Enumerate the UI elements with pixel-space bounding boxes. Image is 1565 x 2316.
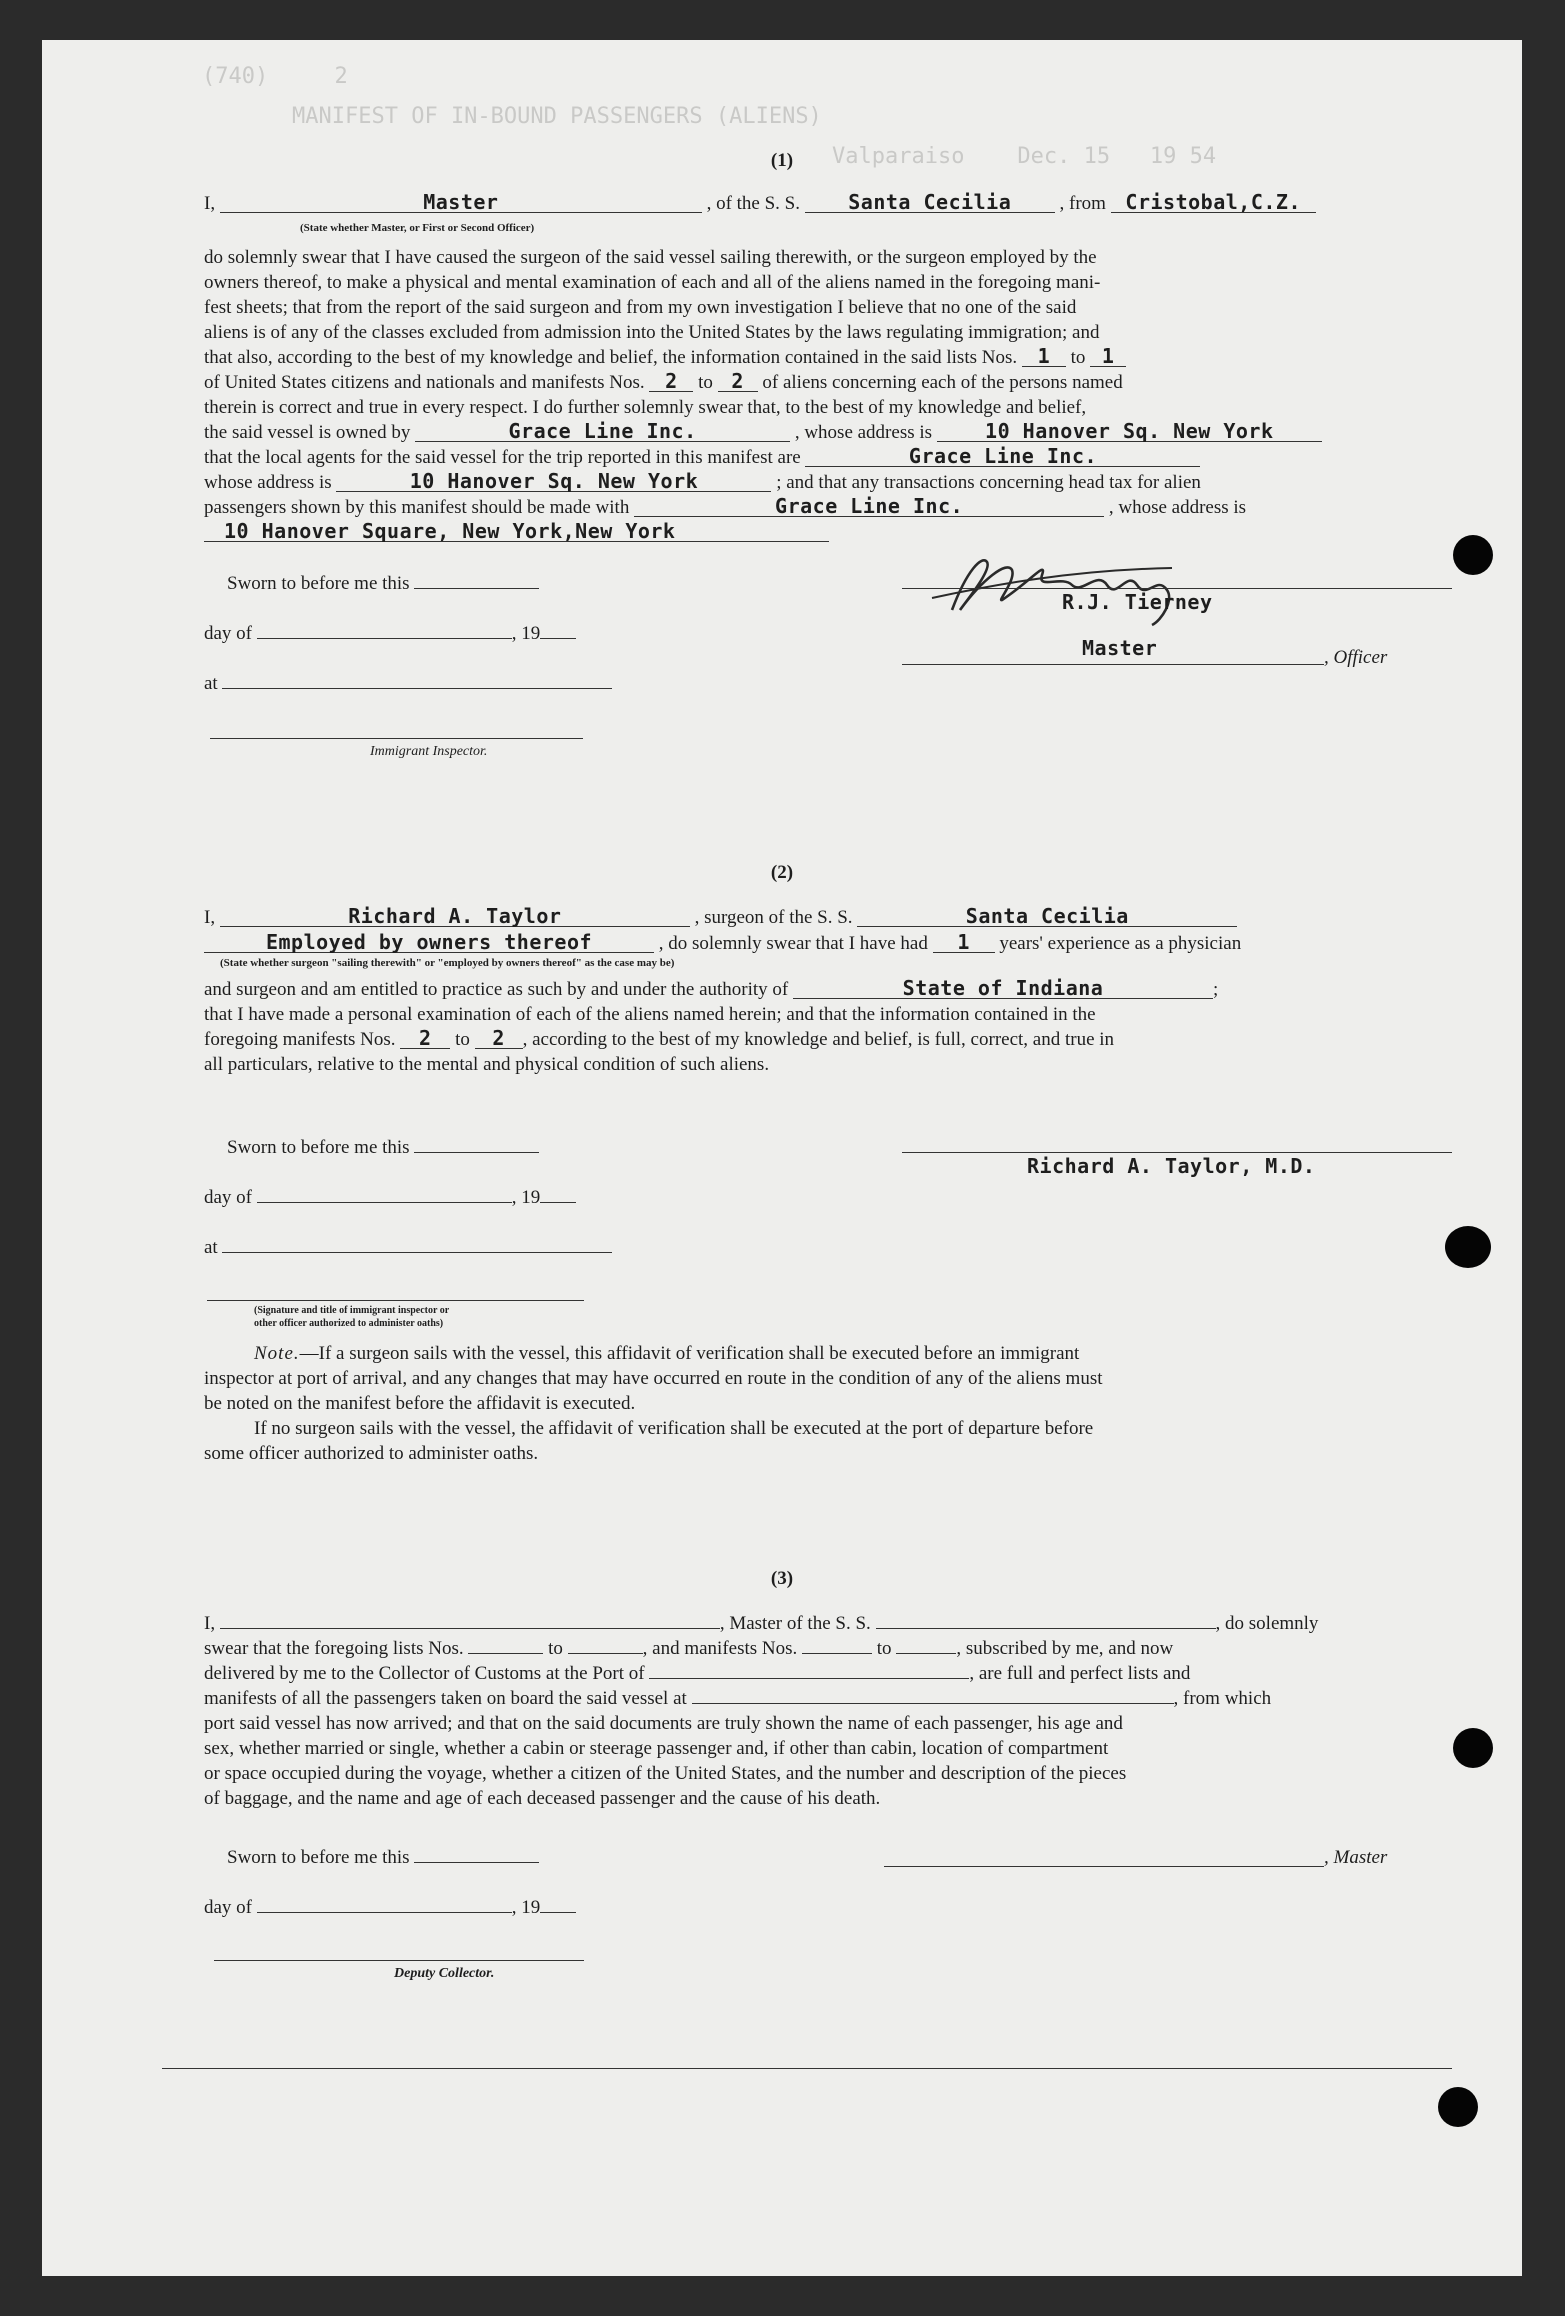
s1-inspector-rule — [210, 738, 583, 739]
s3-i: I, — [204, 1613, 216, 1634]
s2-manifests-from: 2 — [400, 1028, 450, 1049]
s1-rank: Master — [220, 192, 702, 213]
s1-payee: Grace Line Inc. — [634, 496, 1104, 517]
s3-sworn: Sworn to before me this — [227, 1847, 410, 1868]
s1-body-2: owners thereof, to make a physical and mental examination of each and all of the aliens named in the foregoing mani- — [204, 272, 1101, 293]
s3-sworn-blank[interactable] — [414, 1862, 539, 1863]
s2-note-line-2: inspector at port of arrival, and any changes that may have occurred en route in the condition of any of the aliens must — [204, 1368, 1103, 1389]
s3-manifests-to-label: to — [876, 1638, 892, 1659]
s2-manifests-pre: foregoing manifests Nos. — [204, 1029, 396, 1050]
s1-manifests-to: 2 — [718, 371, 758, 392]
s3-body-3: or space occupied during the voyage, whether a citizen of the United States, and the number and description of the pieces — [204, 1763, 1127, 1784]
s3-body-1: port said vessel has now arrived; and that on the said documents are truly shown the name of each passenger, his age and — [204, 1713, 1123, 1734]
s3-master-rule — [884, 1866, 1324, 1867]
s1-manifests-pre: of United States citizens and nationals and manifests Nos. — [204, 372, 645, 393]
s1-sworn-blank[interactable] — [414, 588, 539, 589]
s2-exam-line: that I have made a personal examination of each of the aliens named herein; and that the information contained in the — [204, 1004, 1096, 1025]
s1-officer-rule — [902, 664, 1324, 665]
s2-surgeon-name: Richard A. Taylor — [220, 906, 690, 927]
s1-payee-address-line — [204, 521, 1452, 545]
s3-port-blank[interactable] — [649, 1678, 969, 1679]
s1-agent-address: 10 Hanover Sq. New York — [336, 471, 771, 492]
s2-sworn-blank[interactable] — [414, 1152, 539, 1153]
s2-employment-caption: (State whether surgeon "sailing therewith" or "employed by owners thereof" as the case may be) — [220, 957, 675, 969]
s2-signer: Richard A. Taylor, M.D. — [1027, 1154, 1316, 1178]
s1-sworn: Sworn to before me this — [227, 573, 410, 594]
s1-vessel: Santa Cecilia — [805, 192, 1055, 213]
s1-signer-title: Master — [1082, 636, 1158, 660]
s2-day-line: day of , 19 — [204, 1186, 664, 1210]
s3-day-of: day of — [204, 1897, 253, 1918]
s3-line-2 — [204, 1637, 1452, 1661]
s2-nineteen: 19 — [521, 1187, 541, 1208]
s2-employment-post: , do solemnly swear that I have had — [658, 933, 928, 954]
s2-authority: State of Indiana — [793, 978, 1213, 999]
s1-sworn-line — [204, 572, 687, 596]
header-ghost-2: MANIFEST OF IN-BOUND PASSENGERS (ALIENS) — [292, 104, 822, 129]
s1-owner-addr-label: , whose address is — [794, 422, 933, 443]
s1-i: I, — [204, 193, 216, 214]
s1-lists-to: 1 — [1090, 346, 1126, 367]
master-signature — [912, 540, 1212, 630]
s3-vessel-blank[interactable] — [876, 1628, 1216, 1629]
s2-manifests-post: , according to the best of my knowledge and belief, is full, correct, and true in — [522, 1029, 1115, 1050]
s1-agents-line — [204, 446, 1452, 470]
document-page — [42, 40, 1522, 2276]
s1-line-1 — [204, 192, 1452, 216]
s3-day-line: day of , 19 — [204, 1896, 664, 1920]
s2-note-line-1 — [204, 1342, 1452, 1366]
s1-owner-address: 10 Hanover Sq. New York — [937, 421, 1322, 442]
s2-manifests-to-label: to — [455, 1029, 470, 1050]
s2-note-1: —If a surgeon sails with the vessel, this affidavit of verification shall be executed before an immigrant — [299, 1343, 1080, 1364]
s2-line-2 — [204, 932, 1452, 956]
s3-master-label: , Master — [1324, 1847, 1388, 1868]
s1-owner: Grace Line Inc. — [415, 421, 790, 442]
s1-officer-label: , Officer — [1324, 647, 1388, 668]
bottom-rule — [162, 2068, 1452, 2069]
s2-last-line: all particulars, relative to the mental and physical condition of such aliens. — [204, 1054, 770, 1075]
s2-line-1 — [204, 906, 1452, 930]
s3-and-manifests: , and manifests Nos. — [642, 1638, 798, 1659]
s3-master-blank[interactable] — [220, 1628, 720, 1629]
s2-at-line — [204, 1236, 664, 1260]
s2-year-blank[interactable] — [540, 1202, 576, 1203]
s1-agents-pre: that the local agents for the said vessel for the trip reported in this manifest are — [204, 447, 801, 468]
section-3-number: (3) — [770, 1568, 794, 1589]
s3-lists-to-blank[interactable] — [568, 1653, 643, 1654]
s1-from-label: , from — [1059, 193, 1106, 214]
s2-day-of: day of — [204, 1187, 253, 1208]
s1-head-tax-post: ; and that any transactions concerning head tax for alien — [776, 472, 1201, 493]
s3-from-which: , from which — [1173, 1688, 1272, 1709]
s3-collector-caption: Deputy Collector. — [394, 1966, 495, 1981]
s1-rank-caption: (State whether Master, or First or Second Officer) — [300, 222, 535, 234]
s1-at-blank[interactable] — [222, 688, 612, 689]
s3-port-taken-blank[interactable] — [692, 1703, 1174, 1704]
section-2-number: (2) — [770, 862, 794, 883]
s2-note-label: Note. — [254, 1343, 300, 1364]
s2-years-post: years' experience as a physician — [999, 933, 1242, 954]
s3-line-1 — [204, 1612, 1452, 1636]
s1-inspector-caption: Immigrant Inspector. — [370, 744, 488, 759]
s1-payee-address: 10 Hanover Square, New York,New York — [204, 521, 829, 542]
s2-manifests-to: 2 — [475, 1028, 523, 1049]
s2-vessel: Santa Cecilia — [857, 906, 1237, 927]
s3-sworn-line — [204, 1846, 687, 1870]
s1-manifests-post: of aliens concerning each of the persons named — [762, 372, 1123, 393]
s3-full-perfect: , are full and perfect lists and — [969, 1663, 1191, 1684]
s3-body-2: sex, whether married or single, whether a cabin or steerage passenger and, if other than cabin, location of compartment — [204, 1738, 1109, 1759]
s3-solemnly: , do solemnly — [1215, 1613, 1319, 1634]
s1-lists-line — [204, 346, 1452, 370]
s1-manifests-from: 2 — [649, 371, 693, 392]
s1-lists-pre: that also, according to the best of my knowledge and belief, the information contained in the said lists Nos. — [204, 347, 1018, 368]
binder-hole-4 — [1438, 2087, 1478, 2127]
s3-manifests-of: manifests of all the passengers taken on board the said vessel at — [204, 1688, 687, 1709]
s1-lists-to-label: to — [1070, 347, 1086, 368]
section-1-number: (1) — [770, 150, 794, 171]
s3-day-blank[interactable] — [257, 1912, 512, 1913]
s1-agent-addr-label: whose address is — [204, 472, 332, 493]
s1-manifests-to-label: to — [698, 372, 713, 393]
s3-master-of: , Master of the S. S. — [719, 1613, 871, 1634]
s3-year-blank[interactable] — [540, 1912, 576, 1913]
s1-payment-line — [204, 496, 1452, 520]
binder-hole-1 — [1453, 535, 1493, 575]
s3-line-4 — [204, 1687, 1452, 1711]
s1-owner-line — [204, 421, 1452, 445]
s2-authority-pre: and surgeon and am entitled to practice as such by and under the authority of — [204, 979, 789, 1000]
s2-authority-line: and surgeon and am entitled to practice as such by and under the authority of State of Indiana ; — [204, 976, 1219, 1000]
s2-day-blank[interactable] — [257, 1202, 512, 1203]
s3-lists-to-label: to — [548, 1638, 563, 1659]
s2-caption-rule — [207, 1300, 584, 1301]
header-ghost-1: (740) 2 — [202, 64, 348, 89]
s1-day-line: day of , 19 — [204, 622, 664, 646]
s1-at: at — [204, 673, 218, 694]
s1-body-1: do solemnly swear that I have caused the surgeon of the said vessel sailing therewith, or the surgeon employed by the — [204, 247, 1097, 268]
s3-swear-pre: swear that the foregoing lists Nos. — [204, 1638, 464, 1659]
s2-caption-1: (Signature and title of immigrant inspector or — [254, 1305, 450, 1316]
s1-nineteen: 19 — [521, 623, 541, 644]
s2-at: at — [204, 1237, 218, 1258]
s3-body-4: of baggage, and the name and age of each deceased passenger and the cause of his death. — [204, 1788, 881, 1809]
s3-manifests-to-blank[interactable] — [896, 1653, 956, 1654]
s1-day-of: day of — [204, 623, 253, 644]
s3-line-3 — [204, 1662, 1452, 1686]
s2-employment: Employed by owners thereof — [204, 932, 654, 953]
s1-at-line — [204, 672, 664, 696]
s2-note-line-3: be noted on the manifest before the affidavit is executed. — [204, 1393, 636, 1414]
binder-hole-3 — [1453, 1728, 1493, 1768]
s3-manifests-from-blank[interactable] — [802, 1653, 872, 1654]
s1-payee-addr-label: , whose address is — [1108, 497, 1247, 518]
s3-delivered: delivered by me to the Collector of Customs at the Port of — [204, 1663, 645, 1684]
s1-agent-address-line — [204, 471, 1452, 495]
s1-payment-pre: passengers shown by this manifest should be made with — [204, 497, 630, 518]
s2-i: I, — [204, 907, 216, 928]
s2-note2-line-2: some officer authorized to administer oaths. — [204, 1443, 539, 1464]
s1-agent: Grace Line Inc. — [805, 446, 1200, 467]
s1-signer-name: R.J. Tierney — [1062, 590, 1213, 614]
s2-surgeon-of: , surgeon of the S. S. — [694, 907, 853, 928]
s3-collector-rule — [214, 1960, 584, 1961]
s3-lists-from-blank[interactable] — [468, 1653, 543, 1654]
s1-of-ss: , of the S. S. — [706, 193, 801, 214]
s3-subscribed: , subscribed by me, and now — [956, 1638, 1174, 1659]
s1-day-blank[interactable] — [257, 638, 512, 639]
s2-signer-rule — [902, 1152, 1452, 1153]
s1-year-blank[interactable] — [540, 638, 576, 639]
s2-sworn: Sworn to before me this — [227, 1137, 410, 1158]
s2-at-blank[interactable] — [222, 1252, 612, 1253]
s2-sworn-line — [204, 1136, 687, 1160]
s1-signer-rule — [902, 588, 1452, 589]
s2-manifests-line — [204, 1028, 1452, 1052]
s1-body-3: fest sheets; that from the report of the said surgeon and from my own investigation I believe that no one of the said — [204, 297, 1077, 318]
s1-from-port: Cristobal,C.Z. — [1111, 192, 1316, 213]
s1-manifests-line — [204, 371, 1452, 395]
binder-hole-2 — [1445, 1226, 1491, 1268]
s1-body-4: aliens is of any of the classes excluded from admission into the United States by the laws regulating immigration; and — [204, 322, 1100, 343]
s1-lists-from: 1 — [1022, 346, 1066, 367]
s2-years: 1 — [933, 932, 995, 953]
s1-owned-pre: the said vessel is owned by — [204, 422, 411, 443]
s1-correct-line: therein is correct and true in every respect. I do further solemnly swear that, to the best of my knowledge and belief, — [204, 397, 1087, 418]
s3-nineteen: 19 — [521, 1897, 541, 1918]
s2-note2-line-1: If no surgeon sails with the vessel, the affidavit of verification shall be executed at the port of departure before — [254, 1418, 1094, 1439]
s2-caption-2: other officer authorized to administer oaths) — [254, 1318, 444, 1329]
header-ghost-3: Valparaiso Dec. 15 19 54 — [832, 144, 1217, 169]
